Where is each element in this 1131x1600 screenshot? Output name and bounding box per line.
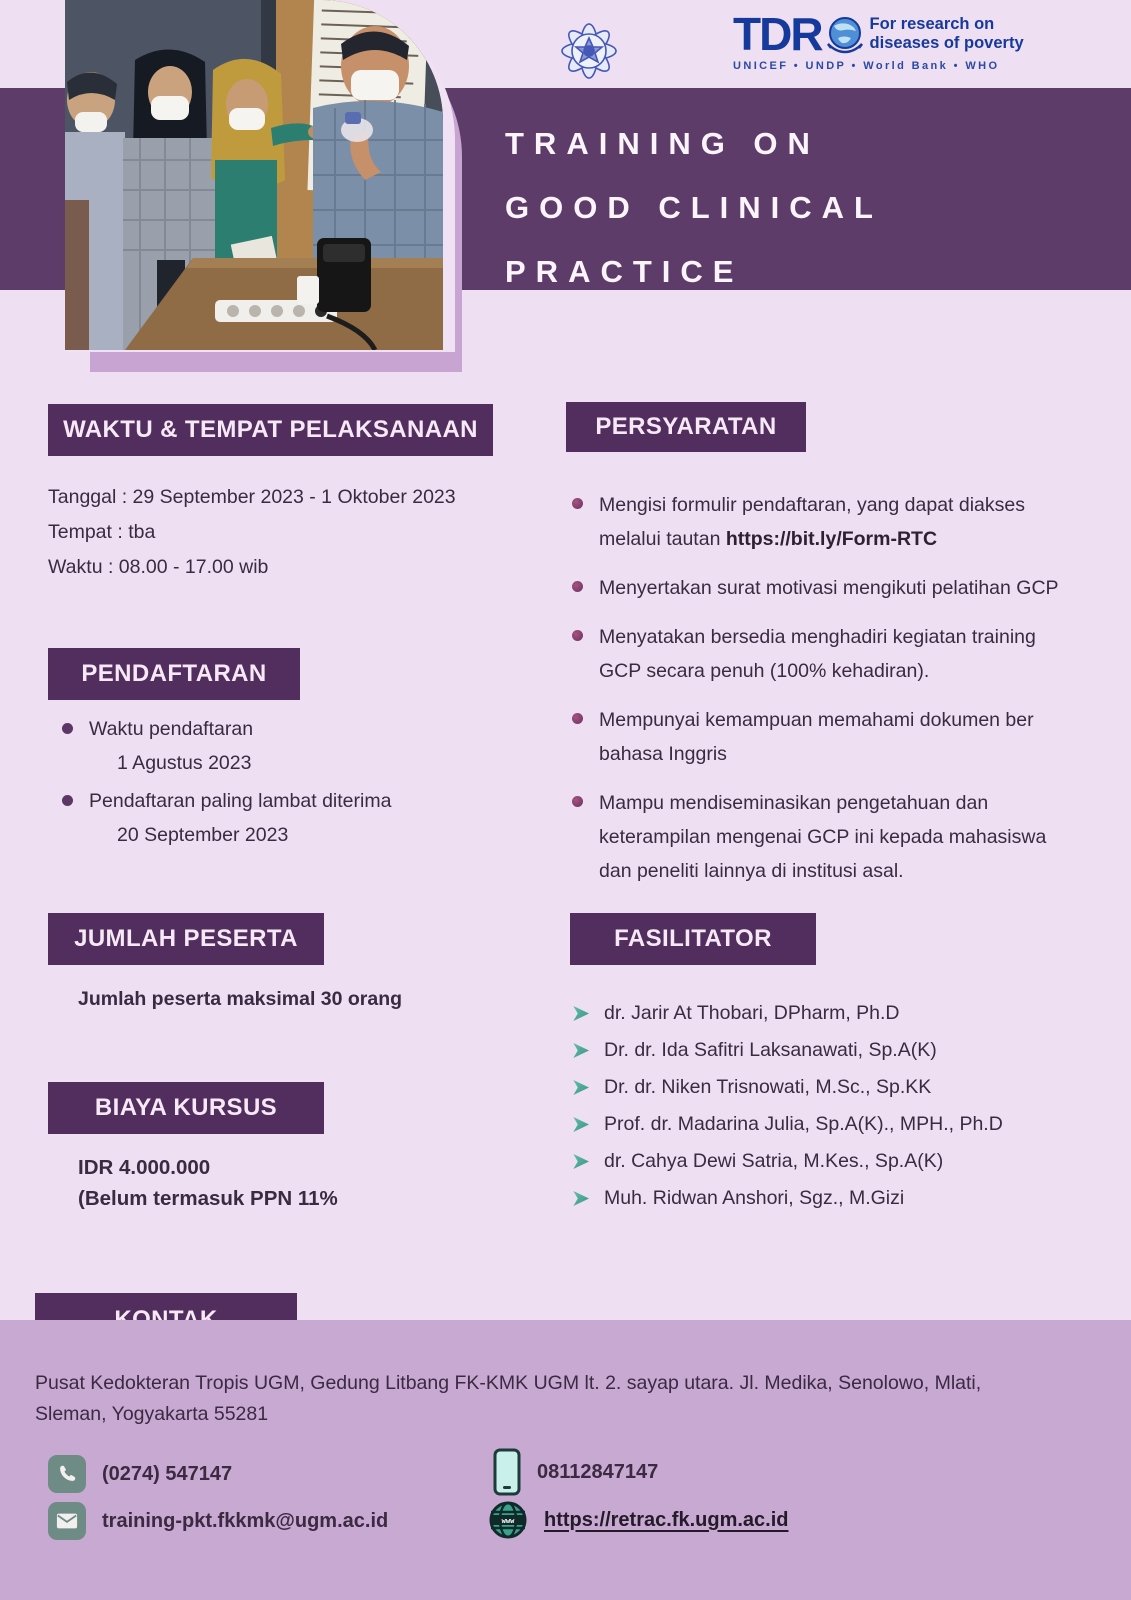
website-contact (488, 1500, 789, 1540)
requirement-text: Mampu mendiseminasikan pengetahuan dan keterampilan mengenai GCP ini kepada mahasiswa dan peneliti lainnya di institusi asal. (599, 792, 1047, 882)
requirement-text: Mengisi formulir pendaftaran, yang dapat diakses melalui tautan https://bit.ly/Form-RTC (599, 494, 1025, 550)
registration-form-link[interactable]: https://bit.ly/Form-RTC (725, 528, 938, 550)
heading-pendaftaran: PENDAFTARAN (48, 648, 300, 700)
dot-icon (572, 581, 583, 592)
ugm-emblem-icon (556, 18, 622, 84)
dot-icon (572, 498, 583, 509)
dot-icon (62, 723, 73, 734)
tdr-partners: UNICEF • UNDP • World Bank • WHO (733, 60, 1000, 72)
heading-jumlah-peserta: JUMLAH PESERTA (48, 913, 324, 965)
tdr-tagline: For research on diseases of poverty (869, 15, 1024, 52)
waktu-row: Waktu : 08.00 - 17.00 wib (48, 556, 269, 578)
dot-icon (62, 795, 73, 806)
dot-icon (572, 630, 583, 641)
heading-waktu-tempat: WAKTU & TEMPAT PELAKSANAAN (48, 404, 493, 456)
pendaftaran-list (62, 712, 482, 856)
dot-icon (572, 713, 583, 724)
email-contact (48, 1502, 388, 1540)
chevron-arrow-icon (572, 1191, 589, 1206)
chevron-arrow-icon (572, 1117, 589, 1132)
list-item (572, 786, 1064, 888)
training-photo (65, 0, 443, 350)
chevron-arrow-icon (572, 1080, 589, 1095)
list-item: dr. Jarir At Thobari, DPharm, Ph.D (572, 995, 1092, 1032)
tempat-row: Tempat : tba (48, 521, 156, 543)
smartphone-icon (493, 1448, 521, 1496)
chevron-arrow-icon (572, 1006, 589, 1021)
tdr-wordmark: TDR (733, 8, 822, 60)
list-item: dr. Cahya Dewi Satria, M.Kes., Sp.A(K) (572, 1143, 1092, 1180)
list-item (572, 571, 1064, 605)
tdr-globe-icon (824, 14, 866, 56)
jumlah-peserta-text: Jumlah peserta maksimal 30 orang (78, 988, 403, 1010)
address-text: Pusat Kedokteran Tropis UGM, Gedung Litbang FK-KMK UGM lt. 2. sayap utara. Jl. Medika, Senolowo, Mlati, Sleman, Yogyakarta 55281 (35, 1372, 982, 1425)
phone-icon (48, 1455, 86, 1493)
heading-persyaratan: PERSYARATAN (566, 402, 806, 452)
mobile-contact: 08112847147 (493, 1448, 658, 1496)
page-title: TRAINING ON GOOD CLINICAL PRACTICE (505, 126, 883, 289)
list-item (572, 620, 1064, 688)
chevron-arrow-icon (572, 1043, 589, 1058)
phone-contact: (0274) 547147 (48, 1455, 232, 1493)
envelope-icon (48, 1502, 86, 1540)
requirement-text: Menyatakan bersedia menghadiri kegiatan training GCP secara penuh (100% kehadiran). (599, 626, 1036, 682)
list-item: Muh. Ridwan Anshori, Sgz., M.Gizi (572, 1180, 1092, 1217)
website-link[interactable]: https://retrac.fk.ugm.ac.id (544, 1508, 789, 1531)
tanggal-row: Tanggal : 29 September 2023 - 1 Oktober 2023 (48, 486, 456, 508)
list-item (572, 703, 1064, 771)
chevron-arrow-icon (572, 1154, 589, 1169)
dot-icon (572, 796, 583, 807)
list-item: Prof. dr. Madarina Julia, Sp.A(K)., MPH., Ph.D (572, 1106, 1092, 1143)
email-link[interactable]: training-pkt.fkkmk@ugm.ac.id (102, 1509, 389, 1532)
svg-text:www: www (501, 1517, 515, 1525)
waktu-tempat-details (48, 480, 456, 585)
heading-biaya-kursus: BIAYA KURSUS (48, 1082, 324, 1134)
list-item: Pendaftaran paling lambat diterima 20 September 2023 (62, 784, 482, 852)
requirement-text: Menyertakan surat motivasi mengikuti pelatihan GCP (599, 577, 1059, 599)
fasilitator-list (572, 995, 1092, 1217)
persyaratan-list (572, 488, 1064, 903)
price-note: (Belum termasuk PPN 11% (78, 1187, 338, 1210)
tdr-logo (733, 8, 1033, 82)
requirement-text: Mempunyai kemampuan memahami dokumen ber bahasa Inggris (599, 709, 1034, 765)
globe-www-icon (488, 1500, 528, 1540)
list-item: Dr. dr. Niken Trisnowati, M.Sc., Sp.KK (572, 1069, 1092, 1106)
list-item: Dr. dr. Ida Safitri Laksanawati, Sp.A(K) (572, 1032, 1092, 1069)
biaya-kursus-text (78, 1152, 338, 1214)
heading-fasilitator: FASILITATOR (570, 913, 816, 965)
list-item: Waktu pendaftaran 1 Agustus 2023 (62, 712, 482, 780)
price-text: IDR 4.000.000 (78, 1156, 211, 1179)
photo-illustration (65, 0, 443, 350)
list-item (572, 488, 1064, 556)
